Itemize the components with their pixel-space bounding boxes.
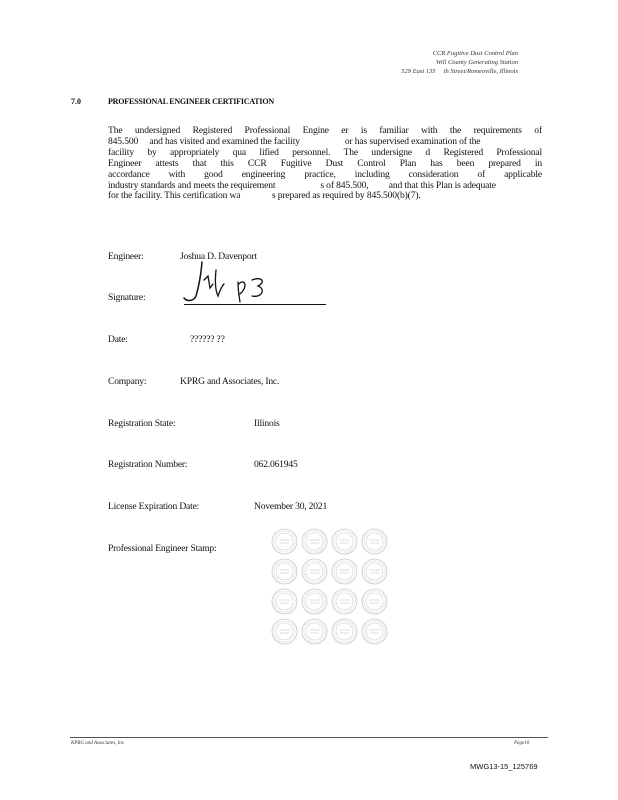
engineer-name: Joshua D. Davenport bbox=[180, 251, 257, 262]
footer-company: KPRG and Associates, Inc. bbox=[71, 741, 126, 746]
pe-stamp-label: Professional Engineer Stamp: bbox=[108, 543, 217, 554]
pe-seal-icon bbox=[301, 618, 328, 645]
pe-seal-icon bbox=[331, 558, 358, 585]
pe-seal-icon bbox=[331, 528, 358, 555]
pe-seal-icon bbox=[361, 528, 388, 555]
pe-seal-icon bbox=[301, 588, 328, 615]
handwritten-signature bbox=[182, 258, 272, 306]
pe-seal-icon bbox=[271, 588, 298, 615]
header-line-3: 529 East 135 th Street/Romeoville, Illinois bbox=[401, 68, 518, 75]
paragraph-line-1: The undersigned Registered Professional Engine er is familiar with the requirements of bbox=[108, 125, 542, 136]
section-title: PROFESSIONAL ENGINEER CERTIFICATION bbox=[108, 97, 274, 106]
pe-seal-icon bbox=[331, 588, 358, 615]
pe-seal-icon bbox=[361, 588, 388, 615]
pe-seal-icon bbox=[361, 618, 388, 645]
header-line-2: Will County Generating Station bbox=[435, 59, 518, 66]
pe-seal-icon bbox=[271, 528, 298, 555]
company-value: KPRG and Associates, Inc. bbox=[180, 376, 280, 387]
signature-line bbox=[184, 304, 326, 305]
pe-seal-icon bbox=[271, 618, 298, 645]
paragraph-line-3: facility by appropriately qua lified personnel. The undersigne d Registered Professional bbox=[108, 146, 542, 158]
license-expiration-value: November 30, 2021 bbox=[254, 501, 328, 512]
date-label: Date: bbox=[108, 334, 128, 345]
registration-number-label: Registration Number: bbox=[108, 459, 188, 470]
registration-state-value: Illinois bbox=[254, 418, 280, 429]
section-number: 7.0 bbox=[71, 97, 81, 106]
footer-divider bbox=[70, 737, 548, 738]
header-line-1: CCR Fugitive Dust Control Plan bbox=[432, 50, 518, 57]
engineer-label: Engineer: bbox=[108, 251, 144, 262]
certification-paragraph bbox=[108, 126, 542, 202]
registration-number-value: 062.061945 bbox=[254, 459, 298, 470]
pe-stamp-area bbox=[271, 528, 389, 646]
date-value: ?????? ?? bbox=[190, 334, 225, 345]
signature-label: Signature: bbox=[108, 292, 146, 303]
document-id: MWG13-15_125769 bbox=[470, 762, 538, 771]
pe-seal-icon bbox=[301, 558, 328, 585]
registration-state-label: Registration State: bbox=[108, 418, 176, 429]
pe-seal-icon bbox=[331, 618, 358, 645]
paragraph-line-4: Engineer attests that this CCR Fugitive Dust Control Plan has been prepared in bbox=[108, 157, 542, 169]
pe-seal-icon bbox=[301, 528, 328, 555]
paragraph-line-6: industry standards and meets the requirement s of 845.500, and that this Plan is adequate bbox=[108, 179, 496, 191]
paragraph-line-5: accordance with good engineering practice, including consideration of applicable bbox=[108, 168, 542, 180]
document-header bbox=[401, 49, 518, 76]
paragraph-line-2: 845.500 and has visited and examined the facility or has supervised examination of the bbox=[108, 135, 481, 147]
pe-seal-icon bbox=[361, 558, 388, 585]
company-label: Company: bbox=[108, 376, 147, 387]
footer-page-number: Page10 bbox=[514, 741, 530, 746]
pe-seal-icon bbox=[271, 558, 298, 585]
license-expiration-label: License Expiration Date: bbox=[108, 501, 200, 512]
paragraph-line-7: for the facility. This certification wa s prepared as required by 845.500(b)(7). bbox=[108, 190, 421, 202]
